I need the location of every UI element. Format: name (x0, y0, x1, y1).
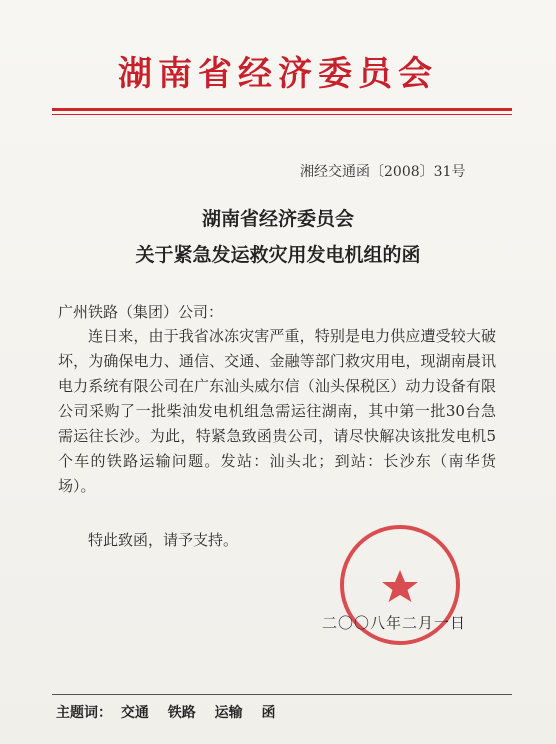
keywords-label: 主题词： (56, 705, 112, 721)
footer-rule (52, 694, 512, 695)
keyword-item: 函 (261, 705, 276, 721)
header-rule-thin (52, 114, 512, 115)
letter-title-line1: 湖南省经济委员会 (201, 208, 354, 230)
organization-header: 湖南省经济委员会 (118, 54, 438, 94)
subject-keywords (56, 702, 290, 722)
letter-body: 连日来，由于我省冰冻灾害严重，特别是电力供应遭受较大破坏，为确保电力、通信、交通、金融等部门救灾用电，现湖南晨讯电力系统有限公司在广东汕头威尔信（汕头保税区）动力设备有限公司采购了一批柴油发电机组急需运往湖南，其中第一批30台急需运往长沙。为此，特紧急致函贵公司，请尽快解决该批发电机5个车的铁路运输问题。发站：汕头北；到站：长沙东（南华货场）。 (58, 327, 496, 495)
header-rule-thick (52, 108, 512, 111)
recipient: 广州铁路（集团）公司： (58, 303, 224, 321)
keyword-item: 铁路 (167, 705, 196, 721)
letter-title-line2: 关于紧急发运救灾用发电机组的函 (135, 244, 421, 266)
keyword-item: 交通 (120, 705, 149, 721)
letter-date: 二〇〇八年二月一日 (322, 614, 467, 632)
document-number: 湘经交通函〔2008〕31号 (300, 164, 466, 180)
closing-line: 特此致函，请予支持。 (88, 531, 239, 549)
keyword-item: 运输 (214, 705, 243, 721)
